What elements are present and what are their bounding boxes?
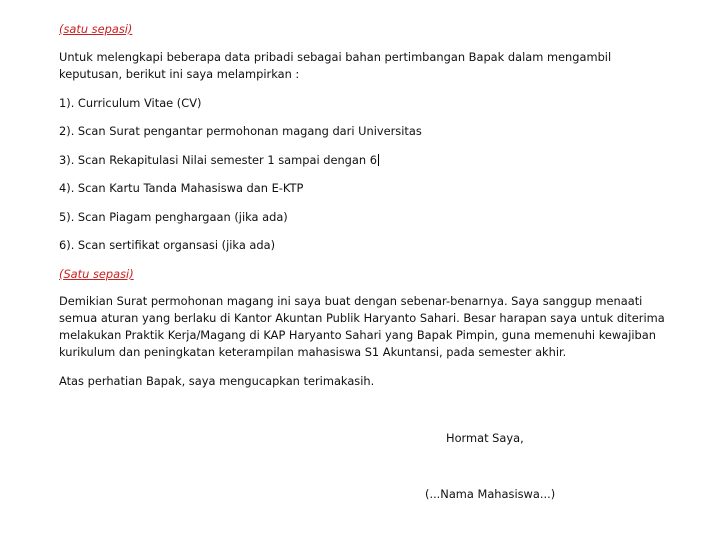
spacing-note-top: (satu sepasi) — [59, 22, 133, 36]
intro-line-1: Untuk melengkapi beberapa data pribadi sebagai bahan pertimbangan Bapak dalam mengambil — [59, 50, 612, 64]
attachment-item-4: 4). Scan Kartu Tanda Mahasiswa dan E-KTP — [59, 181, 304, 195]
closing-line-4: kurikulum dan peningkatan keterampilan mahasiswa S1 Akuntansi, pada semester akhir. — [59, 345, 567, 359]
thanks-line: Atas perhatian Bapak, saya mengucapkan terimakasih. — [59, 374, 375, 388]
attachment-item-3 — [59, 152, 379, 168]
intro-line-2: keputusan, berikut ini saya melampirkan : — [59, 67, 300, 81]
intro-paragraph — [59, 49, 624, 83]
closing-line-1: Demikian Surat permohonan magang ini saya buat dengan sebenar-benarnya. Saya sanggup menaati — [59, 294, 643, 308]
attachment-item-2: 2). Scan Surat pengantar permohonan magang dari Universitas — [59, 124, 422, 138]
signature-greeting: Hormat Saya, — [446, 431, 524, 445]
closing-line-3: melakukan Praktik Kerja/Magang di KAP Haryanto Sahari yang Bapak Pimpin, guna memenuhi kewajiban — [59, 328, 656, 342]
signature-name: (...Nama Mahasiswa...) — [425, 487, 556, 501]
spacing-note-mid: (Satu sepasi) — [59, 267, 134, 281]
attachment-item-1: 1). Curriculum Vitae (CV) — [59, 96, 202, 110]
attachment-item-6: 6). Scan sertifikat organsasi (jika ada) — [59, 238, 276, 252]
closing-line-2: semua aturan yang berlaku di Kantor Akuntan Publik Haryanto Sahari. Besar harapan saya untuk diterima — [59, 311, 665, 325]
attachment-item-3-text: 3). Scan Rekapitulasi Nilai semester 1 sampai dengan 6 — [59, 153, 377, 167]
attachment-item-5: 5). Scan Piagam penghargaan (jika ada) — [59, 210, 288, 224]
closing-paragraph — [59, 293, 665, 361]
text-cursor — [378, 154, 379, 166]
